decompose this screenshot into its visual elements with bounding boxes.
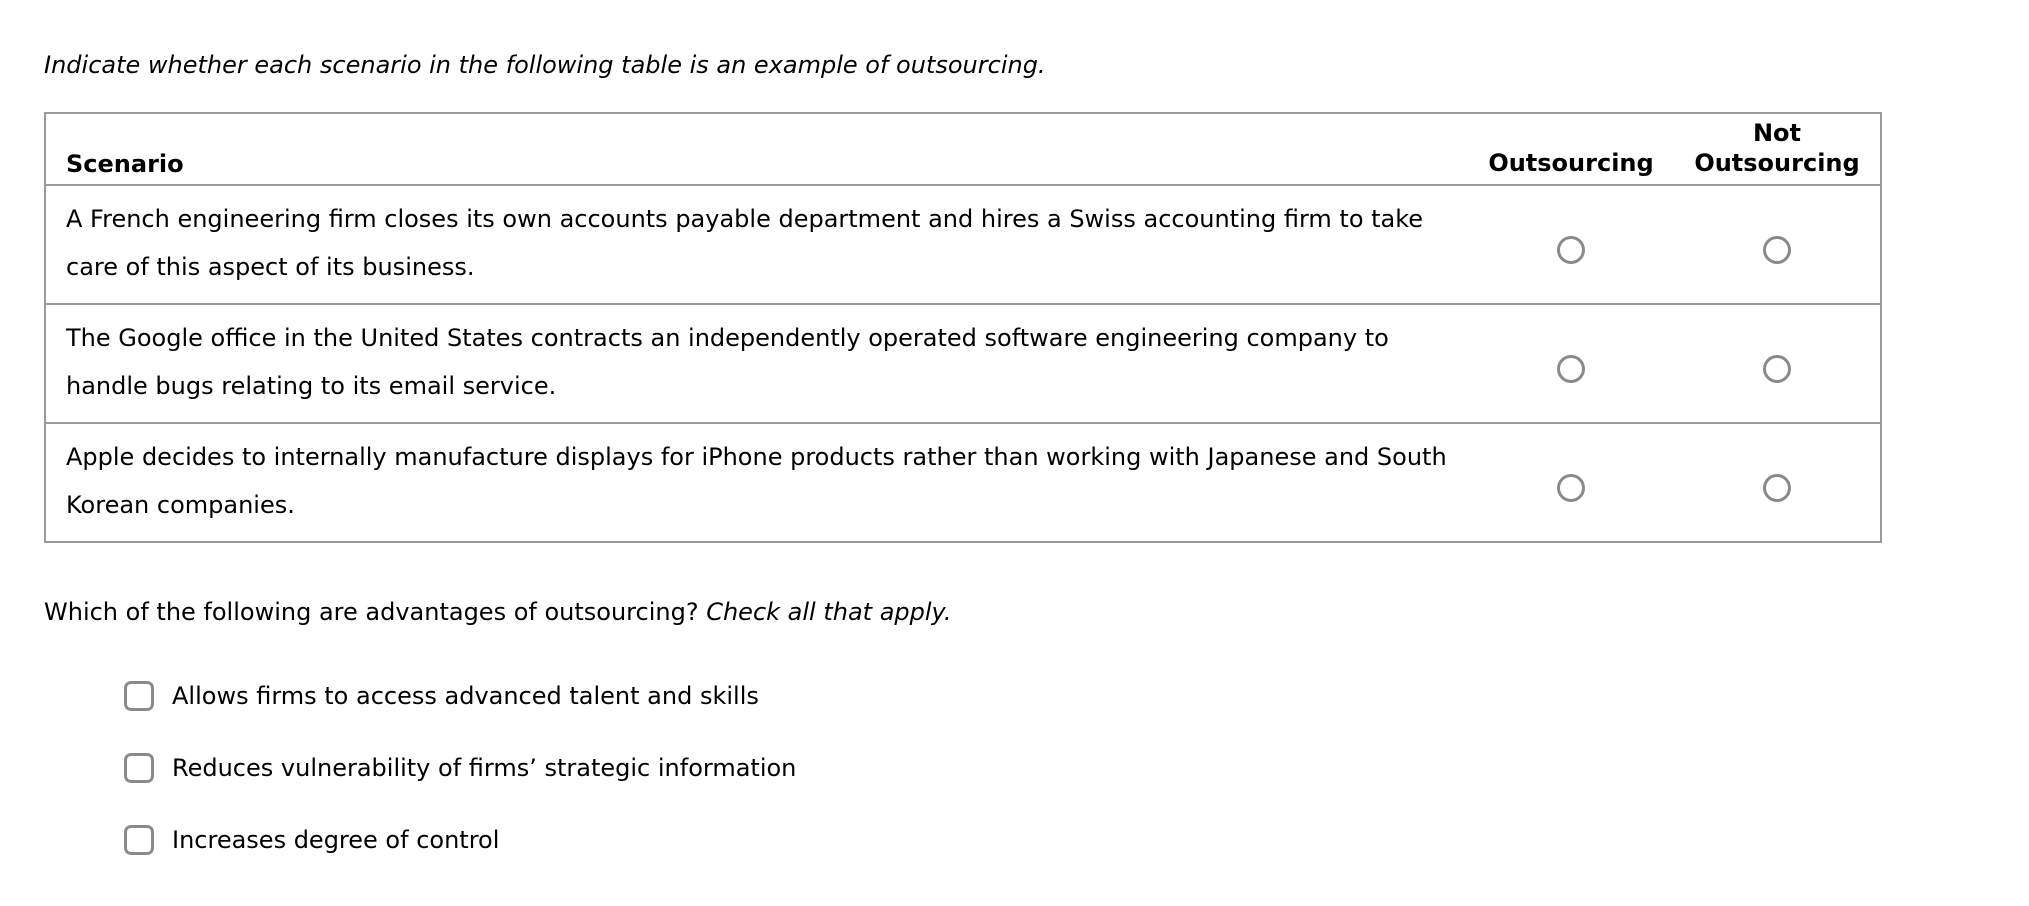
scenario-table (44, 112, 1882, 543)
option-label: Allows firms to access advanced talent and skills (172, 682, 759, 710)
header-not-outsourcing-line2: Outsourcing (1694, 149, 1860, 177)
option-checkbox[interactable] (124, 825, 154, 855)
not-outsourcing-radio[interactable] (1763, 236, 1791, 264)
scenario-text: The Google office in the United States contracts an independently operated software engineering company to handle bugs relating to its email service. (66, 324, 1389, 400)
table-row (46, 424, 1880, 541)
question-main: Which of the following are advantages of outsourcing? (44, 598, 699, 626)
option-item[interactable] (124, 750, 796, 786)
not-outsourcing-cell (1674, 305, 1880, 422)
option-checkbox[interactable] (124, 681, 154, 711)
question-hint: Check all that apply. (706, 598, 952, 626)
header-not-outsourcing (1674, 114, 1880, 184)
outsourcing-cell (1468, 186, 1674, 303)
question-text (44, 597, 952, 627)
header-outsourcing: Outsourcing (1488, 149, 1654, 177)
header-scenario: Scenario (66, 150, 184, 178)
option-item[interactable] (124, 678, 796, 714)
option-item[interactable] (124, 822, 796, 858)
table-row (46, 186, 1880, 305)
options-list (124, 678, 796, 894)
scenario-text: A French engineering firm closes its own accounts payable department and hires a Swiss accounting firm to take care of this aspect of its business. (66, 205, 1424, 281)
header-not-outsourcing-line1: Not (1752, 119, 1802, 147)
instruction-text: Indicate whether each scenario in the following table is an example of outsourcing. (44, 51, 1046, 79)
not-outsourcing-radio[interactable] (1763, 474, 1791, 502)
outsourcing-radio[interactable] (1557, 474, 1585, 502)
not-outsourcing-radio[interactable] (1763, 355, 1791, 383)
outsourcing-cell (1468, 424, 1674, 541)
scenario-text: Apple decides to internally manufacture displays for iPhone products rather than working with Japanese and South Korean companies. (66, 443, 1447, 519)
table-header-row (46, 114, 1880, 186)
not-outsourcing-cell (1674, 424, 1880, 541)
option-label: Increases degree of control (172, 826, 500, 854)
not-outsourcing-cell (1674, 186, 1880, 303)
outsourcing-radio[interactable] (1557, 355, 1585, 383)
table-row (46, 305, 1880, 424)
option-label: Reduces vulnerability of firms’ strategic information (172, 754, 797, 782)
outsourcing-radio[interactable] (1557, 236, 1585, 264)
outsourcing-cell (1468, 305, 1674, 422)
option-checkbox[interactable] (124, 753, 154, 783)
